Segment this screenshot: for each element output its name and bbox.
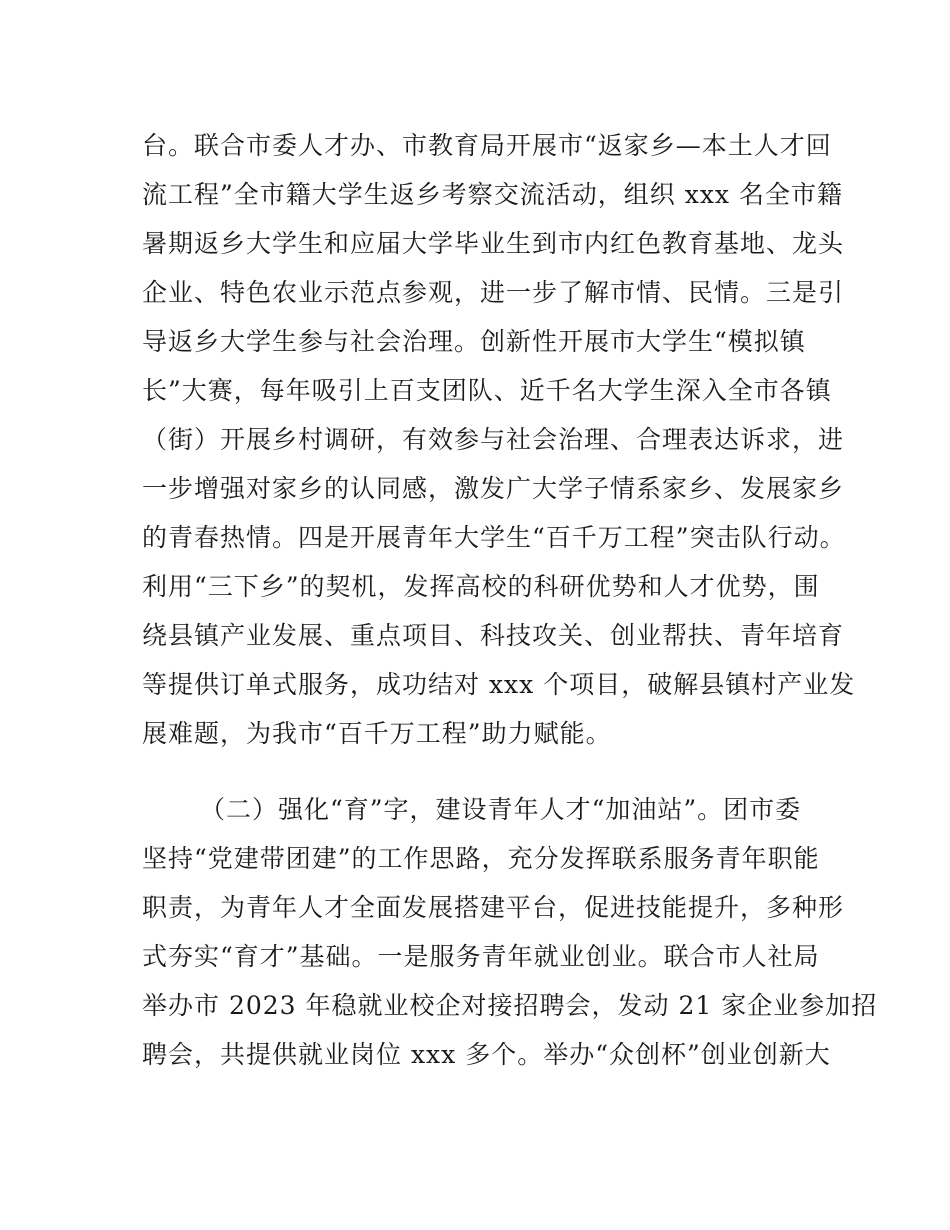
paragraph-2	[142, 785, 878, 1079]
text-line: 职责，为青年人才全面发展搭建平台，促进技能提升，多种形	[142, 893, 845, 922]
text-line-indented: （二）强化“育”字，建设青年人才“加油站”。团市委	[200, 795, 802, 824]
text-line: 流工程”全市籍大学生返乡考察交流活动，组织 xxx 名全市籍	[142, 180, 843, 209]
text-line: 的青春热情。四是开展青年大学生“百千万工程”突击队行动。	[142, 523, 846, 552]
text-line: 坚持“党建带团建”的工作思路，充分发挥联系服务青年职能	[142, 844, 820, 873]
text-line: 一步增强对家乡的认同感，激发广大学子情系家乡、发展家乡	[142, 474, 845, 503]
paragraph-1	[142, 121, 856, 758]
text-line: 聘会，共提供就业岗位 xxx 多个。举办“众创杯”创业创新大	[142, 1040, 831, 1069]
text-line: 式夯实“育才”基础。一是服务青年就业创业。联合市人社局	[142, 942, 820, 971]
text-line: 导返乡大学生参与社会治理。创新性开展市大学生“模拟镇	[142, 327, 806, 356]
text-line: 等提供订单式服务，成功结对 xxx 个项目，破解县镇村产业发	[142, 670, 856, 699]
text-line: 台。联合市委人才办、市教育局开展市“返家乡—本土人才回	[142, 131, 832, 160]
text-line: 企业、特色农业示范点参观，进一步了解市情、民情。三是引	[142, 278, 845, 307]
text-line: 展难题，为我市“百千万工程”助力赋能。	[142, 719, 612, 748]
text-line: 绕县镇产业发展、重点项目、科技攻关、创业帮扶、青年培育	[142, 621, 845, 650]
text-line: 利用“三下乡”的契机，发挥高校的科研优势和人才优势，围	[142, 572, 820, 601]
text-line: 长”大赛，每年吸引上百支团队、近千名大学生深入全市各镇	[142, 376, 832, 405]
text-line: 举办市 2023 年稳就业校企对接招聘会，发动 21 家企业参加招	[142, 991, 878, 1020]
text-line: 暑期返乡大学生和应届大学毕业生到市内红色教育基地、龙头	[142, 229, 845, 258]
text-line: （街）开展乡村调研，有效参与社会治理、合理表达诉求，进	[142, 425, 845, 454]
